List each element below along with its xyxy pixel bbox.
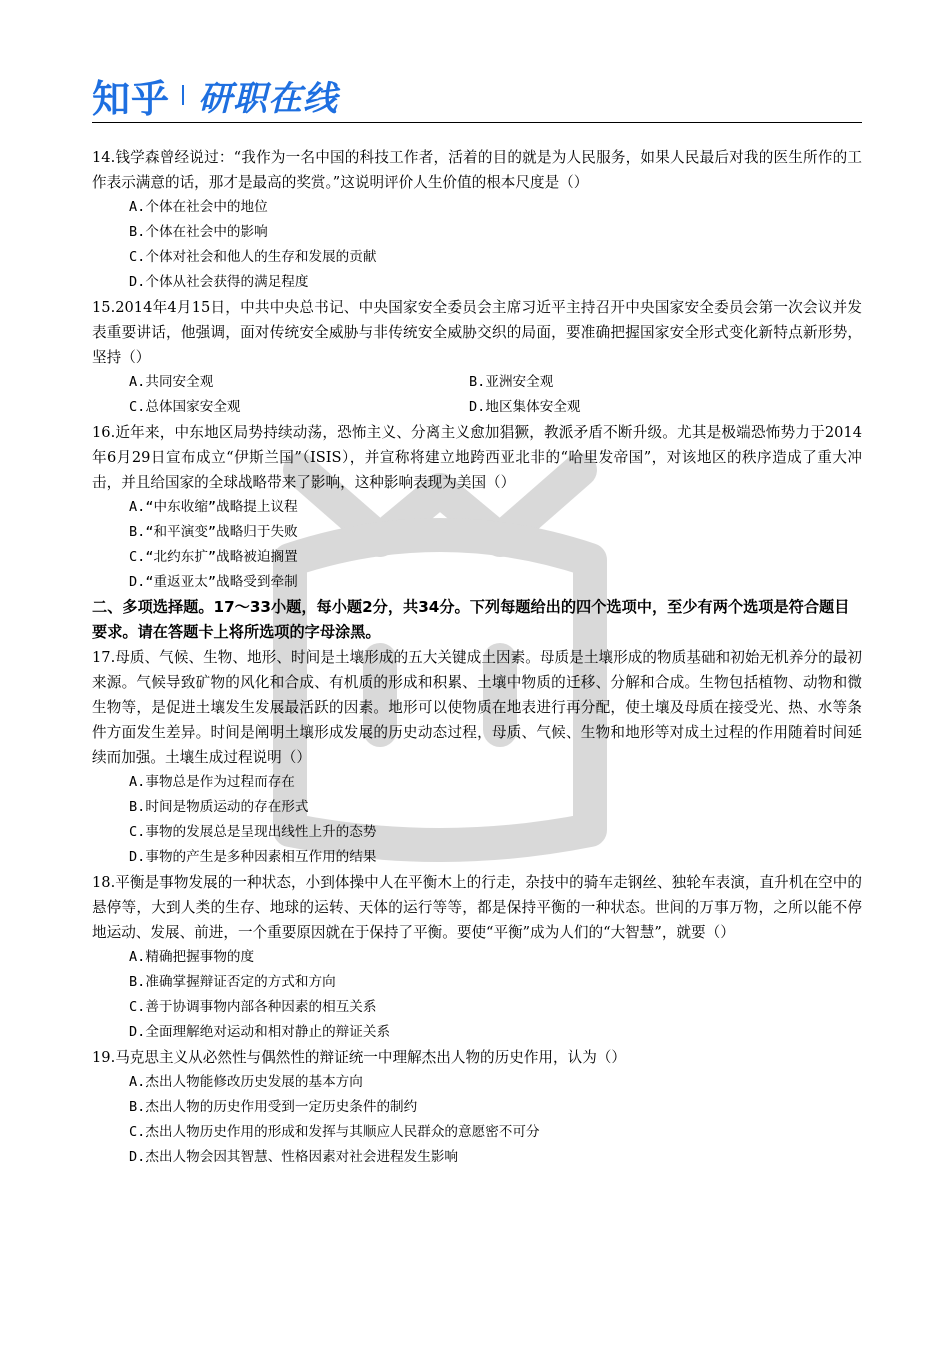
option-c: C.善于协调事物内部各种因素的相互关系 [129,999,377,1015]
option-a: A.杰出人物能修改历史发展的基本方向 [129,1074,363,1090]
option-row [92,370,862,395]
brand-name: 知乎 [92,76,171,121]
question-stem: 15.2014年4月15日，中共中央总书记、中央国家安全委员会主席习近平主持召开中央国家安全委员会第一次会议并发表重要讲话，他强调，面对传统安全威胁与非传统安全威胁交织的局面，要准确把握国家安全形式变化新特点新形势，坚持（） [92,299,862,366]
brand-subtitle: 研职在线 [198,78,339,119]
question-stem: 17.母质、气候、生物、地形、时间是土壤形成的五大关键成土因素。母质是土壤形成的物质基础和初始无机养分的最初来源。气候导致矿物的风化和合成、有机质的形成和积累、土壤中物质的迁移、分解和合成。生物包括植物、动物和微生物等，是促进土壤发生发展最活跃的因素。地形可以使物质在地表进行再分配，使土壤及母质在接受光、热、水等条件方面发生差异。时间是阐明土壤形成发展的历史动态过程，母质、气候、生物和地形等对成土过程的作用随着时间延续而加强。土壤生成过程说明（） [92,649,862,766]
option-a: A.共同安全观 [129,374,214,390]
option-c: C.杰出人物历史作用的形成和发挥与其顺应人民群众的意愿密不可分 [129,1124,540,1140]
question-16 [92,420,862,595]
option-d: D.个体从社会获得的满足程度 [129,274,309,290]
option-b: B.亚洲安全观 [469,374,554,390]
question-stem: 19.马克思主义从必然性与偶然性的辩证统一中理解杰出人物的历史作用，认为（） [92,1049,626,1066]
header-rule [92,122,862,123]
option-a: A.个体在社会中的地位 [129,199,268,215]
option-b: B.“和平演变”战略归于失败 [129,524,298,540]
question-18 [92,870,862,1045]
option-b: B.时间是物质运动的存在形式 [129,799,309,815]
option-row [92,395,862,420]
section-title: 二、多项选择题。17～33小题，每小题2分，共34分。下列每题给出的四个选项中，至少有两个选项是符合题目要求。请在答题卡上将所选项的字母涂黑。 [92,598,850,641]
question-14 [92,145,862,295]
option-c: C.事物的发展总是呈现出线性上升的态势 [129,824,377,840]
question-stem: 16.近年来，中东地区局势持续动荡，恐怖主义、分离主义愈加猖獗，教派矛盾不断升级。尤其是极端恐怖势力于2014年6月29日宣布成立“伊斯兰国”（ISIS），并宣称将建立地跨西亚北非的“哈里发帝国”，对该地区的秩序造成了重大冲击，并且给国家的全球战略带来了影响，这种影响表现为美国（） [92,424,862,491]
option-b: B.杰出人物的历史作用受到一定历史条件的制约 [129,1099,418,1115]
brand-logo [92,72,339,121]
question-stem: 18.平衡是事物发展的一种状态，小到体操中人在平衡木上的行走，杂技中的骑车走钢丝、独轮车表演，直升机在空中的悬停等，大到人类的生存、地球的运转、天体的运行等等，都是保持平衡的一种状态。世间的万事万物，之所以能不停地运动、发展、前进，一个重要原因就在于保持了平衡。要使“平衡”成为人们的“大智慧”，就要（） [92,874,862,941]
option-d: D.全面理解绝对运动和相对静止的辩证关系 [129,1024,391,1040]
option-c: C.“北约东扩”战略被迫搁置 [129,549,298,565]
question-15 [92,295,862,420]
question-stem: 14.钱学森曾经说过：“我作为一名中国的科技工作者，活着的目的就是为人民服务，如果人民最后对我的医生所作的工作表示满意的话，那才是最高的奖赏。”这说明评价人生价值的根本尺度是（） [92,149,862,191]
option-d: D.地区集体安全观 [469,399,581,415]
option-c: C.总体国家安全观 [129,399,241,415]
option-b: B.准确掌握辩证否定的方式和方向 [129,974,336,990]
option-d: D.“重返亚太”战略受到牵制 [129,574,298,590]
option-d: D.杰出人物会因其智慧、性格因素对社会进程发生影响 [129,1149,459,1165]
page-header [92,72,862,122]
option-b: B.个体在社会中的影响 [129,224,268,240]
question-17 [92,645,862,870]
option-a: A.事物总是作为过程而存在 [129,774,295,790]
option-c: C.个体对社会和他人的生存和发展的贡献 [129,249,377,265]
option-d: D.事物的产生是多种因素相互作用的结果 [129,849,377,865]
document-body [92,145,862,1170]
brand-separator [182,85,184,105]
option-a: A.精确把握事物的度 [129,949,255,965]
option-a: A.“中东收缩”战略提上议程 [129,499,298,515]
question-19 [92,1045,862,1170]
